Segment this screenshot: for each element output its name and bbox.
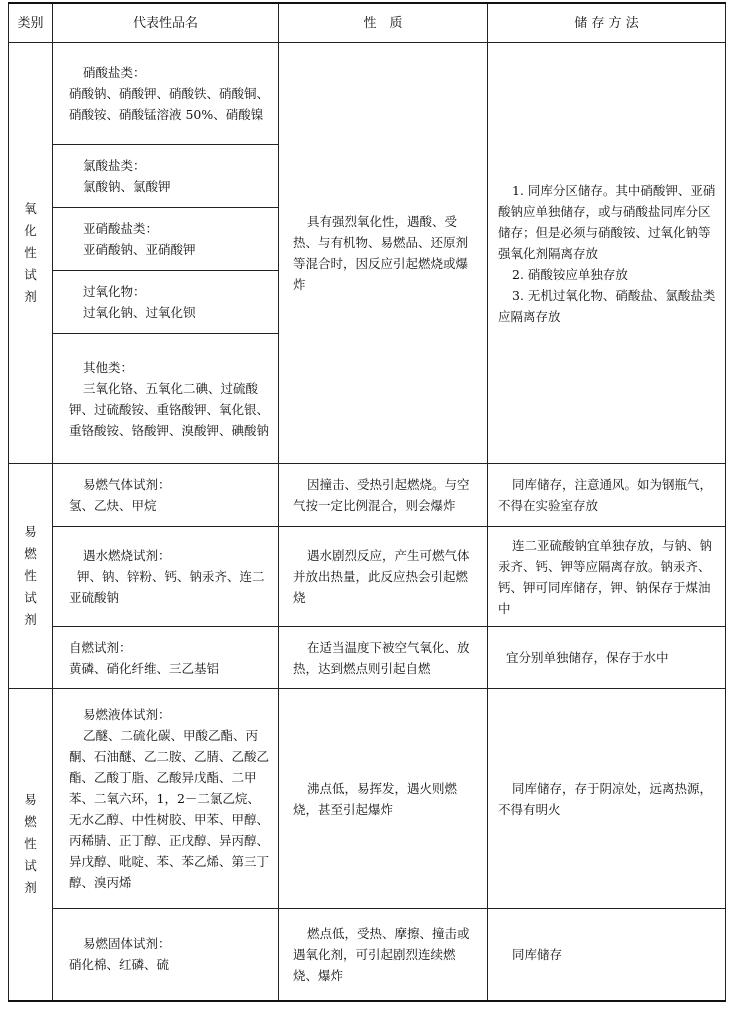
storage-cell: 1. 同库分区储存。其中硝酸钾、亚硝酸钠应单独储存，或与硝酸盐同库分区储存；但是必须与硝酸铵、过氧化钠等强氧化剂隔离存放 2. 硝酸铵应单独存放 3. 无机过氧化物、硝酸盐、氯酸盐类应隔离存放 bbox=[488, 43, 726, 464]
reagent-heading: 亚硝酸盐类： bbox=[83, 221, 159, 236]
property-cell: 在适当温度下被空气氧化、放热，达到燃点则引起自燃 bbox=[279, 627, 488, 689]
header-property: 性 质 bbox=[279, 3, 488, 43]
property-cell: 具有强烈氧化性，遇酸、受热、与有机物、易燃品、还原剂等混合时，因反应引起燃烧或爆炸 bbox=[279, 43, 488, 464]
reagent-items: 氯酸钠、氯酸钾 bbox=[83, 179, 171, 194]
table-row bbox=[9, 909, 726, 1001]
storage-cell: 宜分别单独储存，保存于水中 bbox=[488, 627, 726, 689]
reagent-heading: 氯酸盐类： bbox=[83, 158, 146, 173]
reagent-items: 过氧化钠、过氧化钡 bbox=[83, 305, 196, 320]
category-flammable: 易 燃 性 试 剂 bbox=[9, 464, 53, 689]
reagent-cell bbox=[53, 689, 279, 909]
reagent-cell bbox=[53, 464, 279, 527]
reagent-heading: 遇水燃烧试剂： bbox=[83, 548, 171, 563]
table-row bbox=[9, 689, 726, 909]
table-row bbox=[9, 627, 726, 689]
property-cell: 遇水剧烈反应，产生可燃气体并放出热量，此反应热会引起燃烧 bbox=[279, 527, 488, 627]
reagent-cell bbox=[53, 627, 279, 689]
table-row bbox=[9, 464, 726, 527]
reagent-heading: 易燃固体试剂： bbox=[83, 936, 171, 952]
property-cell: 燃点低，受热、摩擦、撞击或遇氧化剂，可引起剧烈连续燃烧、爆炸 bbox=[279, 909, 488, 1001]
table-row bbox=[9, 527, 726, 627]
reagent-items: 黄磷、硝化纤维、三乙基铝 bbox=[69, 660, 220, 676]
property-cell: 沸点低，易挥发，遇火则燃烧，甚至引起爆炸 bbox=[279, 689, 488, 909]
reagent-heading: 过氧化物： bbox=[83, 284, 146, 299]
storage-cell: 同库储存 bbox=[488, 909, 726, 1001]
property-cell: 因撞击、受热引起燃烧。与空气按一定比例混合，则会爆炸 bbox=[279, 464, 488, 527]
reagent-items: 氢、乙炔、甲烷 bbox=[69, 498, 157, 513]
reagent-items: 亚硝酸钠、亚硝酸钾 bbox=[83, 242, 196, 257]
reagent-items: 乙醚、二硫化碳、甲酸乙酯、丙酮、石油醚、乙二胺、乙腈、乙酸乙酯、乙酸丁脂、乙酸异戊酯、二甲苯、二氧六环，1，2－二氯乙烷、无水乙醇、中性树胶、甲苯、甲醇、丙稀腈、正丁醇、正戊醇、异丙醇、异戊醇、吡啶、苯、苯乙烯、第三丁醇、溴丙烯 bbox=[69, 728, 270, 890]
category-oxidizing: 氧 化 性 试 剂 bbox=[9, 43, 53, 464]
reagent-storage-table bbox=[8, 2, 726, 1002]
storage-cell: 连二亚硫酸钠宜单独存放，与钠、钠汞齐、钙、钾等应隔离存放。钠汞齐、钙、钾可同库储存，钾、钠保存于煤油中 bbox=[488, 527, 726, 627]
reagent-heading: 自燃试剂： bbox=[69, 639, 132, 655]
reagent-cell bbox=[53, 208, 279, 271]
header-category: 类别 bbox=[9, 3, 53, 43]
storage-cell: 同库储存，注意通风。如为钢瓶气，不得在实验室存放 bbox=[488, 464, 726, 527]
reagent-cell bbox=[53, 43, 279, 145]
reagent-cell bbox=[53, 527, 279, 627]
reagent-heading: 其他类： bbox=[83, 359, 134, 375]
reagent-cell bbox=[53, 334, 279, 464]
reagent-items: 三氧化铬、五氧化二碘、过硫酸钾、过硫酸铵、重铬酸钾、氧化银、重铬酸铵、铬酸钾、溴酸钾、碘酸钠 bbox=[69, 380, 270, 438]
reagent-cell bbox=[53, 145, 279, 208]
header-storage: 储 存 方 法 bbox=[488, 3, 726, 43]
reagent-cell bbox=[53, 909, 279, 1001]
reagent-items: 钾、钠、锌粉、钙、钠汞齐、连二亚硫酸钠 bbox=[69, 569, 265, 605]
reagent-heading: 易燃液体试剂： bbox=[83, 707, 171, 722]
storage-cell: 同库储存，存于阴凉处，远离热源，不得有明火 bbox=[488, 689, 726, 909]
category-combustible: 易 燃 性 试 剂 bbox=[9, 689, 53, 1001]
reagent-cell bbox=[53, 271, 279, 334]
reagent-heading: 硝酸盐类： bbox=[83, 65, 146, 80]
reagent-heading: 易燃气体试剂： bbox=[83, 477, 171, 492]
reagent-items: 硝化棉、红磷、硫 bbox=[69, 957, 170, 973]
header-representative: 代表性品名 bbox=[53, 3, 279, 43]
header-row bbox=[9, 3, 726, 43]
reagent-items: 硝酸钠、硝酸钾、硝酸铁、硝酸铜、硝酸铵、硝酸锰溶液 50%、硝酸镍 bbox=[69, 86, 270, 122]
table-row bbox=[9, 43, 726, 145]
